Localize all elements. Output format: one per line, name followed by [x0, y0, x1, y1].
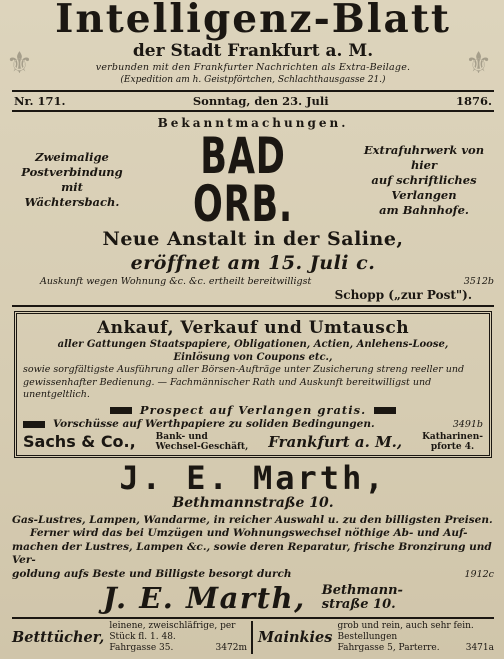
ad-sachs [14, 311, 492, 458]
ad-mainkies-title: Mainkies [258, 629, 333, 646]
ad-sachs-firm: Sachs & Co., [23, 432, 136, 451]
black-bar [23, 421, 45, 428]
ad-sachs-line3: sowie sorgfältigste Ausführung aller Börsen-Aufträge unter Zusicherung streng reeller und [23, 364, 465, 375]
ad-contact: Schopp („zur Post"). [334, 288, 472, 302]
ad-marth-line2: Ferner wird das bei Umzügen und Wohnungswechsel nöthige Ab- und Auf- [30, 527, 468, 539]
ad-marth-line1: Gas-Lustres, Lampen, Wandarme, in reicher Auswahl u. zu den billigsten Preisen. [12, 513, 493, 526]
masthead-title: Intelligenz-Blatt [55, 0, 451, 42]
ad-marth [12, 458, 494, 616]
ad-sachs-number: 3491b [452, 418, 483, 430]
ad-marth-signature: J. E. Marth, [103, 581, 306, 615]
divider [12, 110, 494, 112]
ad-sachs-street: Katharinen- pforte 4. [422, 431, 483, 452]
ad-number: 3512b [463, 276, 494, 287]
ad-left-text: Zweimalige Postverbindung mit Wächtersbach. [21, 150, 123, 209]
ad-sachs-line1: aller Gattungen Staatspapiere, Obligationen, Actien, Anlehens-Loose, [57, 339, 449, 350]
ad-line1: Neue Anstalt in der Saline, [102, 228, 404, 250]
ad-headline: BAD ORB. [192, 127, 294, 233]
ad-bad-orb [12, 127, 494, 302]
ad-sachs-firm-desc: Bank- und Wechsel-Geschäft, [155, 431, 249, 452]
ad-sachs-city: Frankfurt a. M., [268, 432, 403, 451]
ad-marth-address: Bethmannstraße 10. [172, 494, 334, 511]
ad-betttuecher: Betttücher, leinene, zweischläfrige, per Stück fl. 1. 48. Fahrgasse 35. 3472m [12, 621, 253, 654]
ad-line2: eröffnet am 15. Juli c. [130, 252, 376, 274]
ad-sachs-vorschuesse: Vorschüsse auf Werthpapiere zu soliden Bedingungen. [23, 418, 375, 430]
masthead-subtitle: der Stadt Frankfurt a. M. [132, 41, 374, 61]
issue-year: 1876. [455, 94, 492, 108]
issue-date: Sonntag, den 23. Juli [192, 94, 329, 108]
footer-ads [12, 617, 494, 654]
right-seal-icon: ⚜ [465, 46, 492, 81]
ad-sachs-line4: gewissenhafter Bedienung. — Fachmännischer Rath und Auskunft bereitwilligst und unentgeltlich. [23, 376, 432, 400]
ad-sachs-line2: Einlösung von Coupons etc., [173, 351, 333, 363]
ad-betttuecher-title: Betttücher, [12, 629, 105, 646]
ad-marth-sig-address: Bethmann- straße 10. [321, 583, 403, 612]
section-heading: Bekanntmachungen. [157, 116, 349, 130]
ad-marth-number: 1912c [464, 568, 494, 580]
divider [12, 305, 494, 307]
left-seal-icon: ⚜ [6, 46, 33, 81]
ad-sachs-headline: Ankauf, Verkauf und Umtausch [96, 318, 410, 338]
black-bar [374, 407, 396, 414]
ad-marth-line4: goldung aufs Beste und Billigste besorgt durch [12, 567, 292, 580]
ad-sachs-prospect: Prospect auf Verlangen gratis. [23, 402, 483, 418]
issue-number: Nr. 171. [14, 94, 66, 108]
ad-right-text: Extrafuhrwerk von hier auf schriftliches Verlangen am Bahnhofe. [363, 142, 485, 217]
ad-marth-line3: machen der Lustres, Lampen &c., sowie deren Reparatur, frische Bronzirung und Ver- [12, 540, 492, 566]
ad-mainkies: Mainkies grob und rein, auch sehr fein. Bestellungen Fahrgasse 5, Parterre. 3471a [258, 621, 494, 653]
masthead-tagline: verbunden mit den Frankfurter Nachrichten als Extra-Beilage. [95, 62, 411, 73]
black-bar [110, 407, 132, 414]
masthead-expedition: (Expedition am h. Geistpförtchen, Schlachthausgasse 21.) [120, 75, 386, 85]
dateline [12, 92, 494, 110]
ad-marth-headline: J. E. Marth, [119, 458, 387, 497]
ad-info: Auskunft wegen Wohnung &c. &c. ertheilt bereitwilligst [40, 276, 312, 287]
